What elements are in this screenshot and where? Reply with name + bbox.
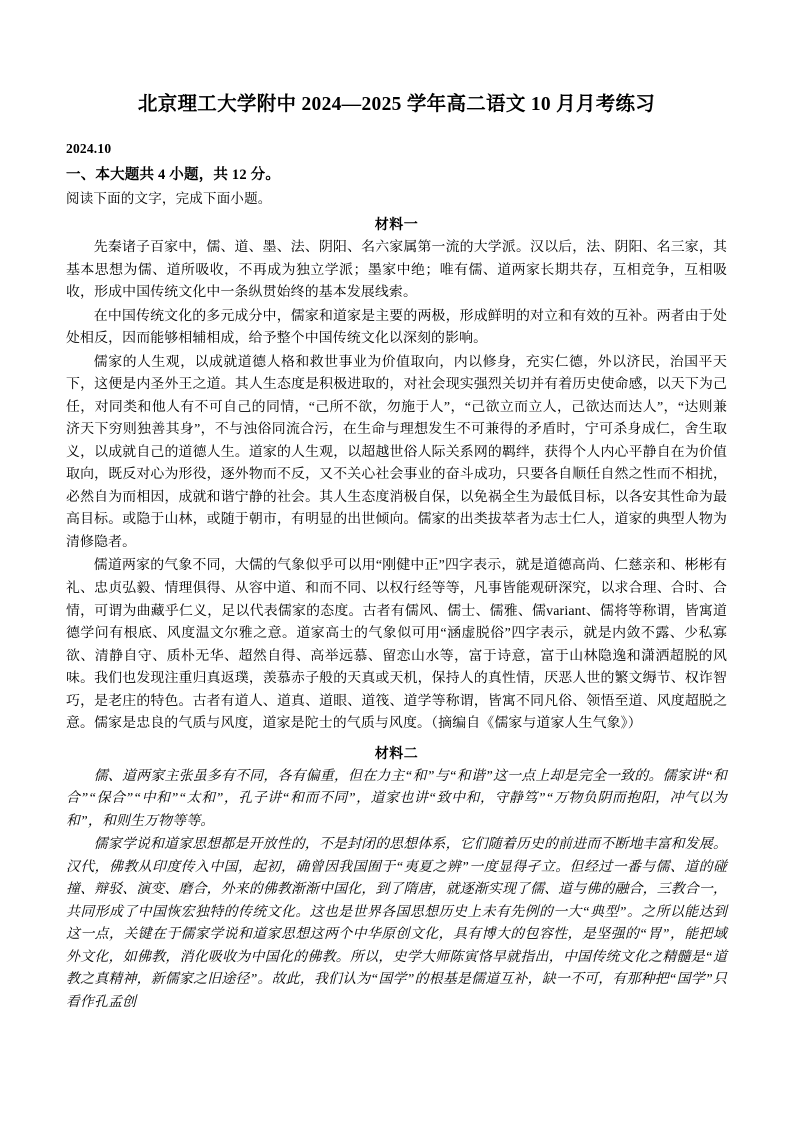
exam-date: 2024.10 <box>66 141 112 157</box>
paragraph: 儒家的人生观，以成就道德人格和救世事业为价值取向，内以修身，充实仁德，外以济民，治国平天下，这便是内圣外王之道。其人生态度是积极进取的，对社会现实强烈关切并有着历史使命感，以天下为己任，对同类和他人有不可自己的同情，“己所不欲，勿施于人”，“己欲立而立人，己欲达而达人”，“达则兼济天下穷则独善其身”，不与浊俗同流合污，在生命与理想发生不可兼得的矛盾时，宁可杀身成仁，舍生取义，以成就自己的道德人生。道家的人生观，以超越世俗人际关系网的羁绊，获得个人内心平静自在为价值取向，既反对心为形役，逐外物而不反，又不关心社会事业的奋斗成功，只要各自顺任自然之性而不相扰，必然自为而相因，成就和谐宁静的社会。其人生态度消极自保，以免祸全生为最低目标，以各安其性命为最高目标。或隐于山林，或随于朝市，有明显的出世倾向。儒家的出类拔萃者为志士仁人，道家的典型人物为清修隐者。 <box>66 354 727 550</box>
material-one-label: 材料一 <box>374 218 419 234</box>
reading-instruction: 阅读下面的文字，完成下面小题。 <box>66 191 272 207</box>
page-title: 北京理工大学附中 2024—2025 学年高二语文 10 月月考练习 <box>137 94 656 115</box>
paragraph: 儒道两家的气象不同，大儒的气象似乎可以用“刚健中正”四字表示，就是道德高尚、仁慈亲和、彬彬有礼、忠贞弘毅、情理俱得、从容中道、和而不同、以权行经等等，凡事皆能观研深究，以求合理、合时、合情，可谓为曲藏乎仁义，足以代表儒家的态度。古者有儒风、儒士、儒雅、儒variant、儒将等称谓，皆寓道德学问有根底、风度温文尔雅之意。道家高士的气象似可用“涵虚脱俗”四字表示，就是内敛不露、少私寡欲、清静自守、质朴无华、超然自得、高举远慕、留恋山水等，富于诗意，富于山林隐逸和潇洒超脱的风味。我们也发现注重归真返璞，羡慕赤子般的天真或天机，保持人的真性情，厌恶人世的繁文缛节、权诈智巧，是老庄的特色。古者有道人、道真、道眼、道筏、道学等称谓，皆寓不同凡俗、领悟至道、风度超脱之意。儒家是忠良的气质与风度，道家是陀士的气质与风度。（摘编自《儒家与道家人生气象》） <box>66 558 727 732</box>
paragraph: 儒、道两家主张虽多有不同，各有偏重，但在力主“和”与“和谐”这一点上却是完全一致的。儒家讲“和合”“保合”“中和”“太和”，孔子讲“和而不同”，道家也讲“致中和，守静笃”“万物负阴而抱阳，冲气以为和”，和则生万物等等。 <box>66 768 727 829</box>
material-two-label: 材料二 <box>374 746 419 762</box>
paragraph: 在中国传统文化的多元成分中，儒家和道家是主要的两极，形成鲜明的对立和有效的互补。两者由于处处相反，因而能够相辅相成，给予整个中国传统文化以深刻的影响。 <box>66 308 727 347</box>
paragraph: 先秦诸子百家中，儒、道、墨、法、阴阳、名六家属第一流的大学派。汉以后，法、阴阳、名三家，其基本思想为儒、道所吸收，不再成为独立学派；墨家中绝；唯有儒、道两家长期共存，互相竞争，互相吸收，形成中国传统文化中一条纵贯始终的基本发展线索。 <box>66 240 727 301</box>
paragraph: 儒家学说和道家思想都是开放性的，不是封闭的思想体系，它们随着历史的前进而不断地丰富和发展。汉代，佛教从印度传入中国，起初，确曾因我国囿于“夷夏之辨”一度显得孑立。但经过一番与儒、道的碰撞、辩驳、演变、磨合，外来的佛教渐渐中国化，到了隋唐，就逐渐实现了儒、道与佛的融合，三教合一，共同形成了中国恢宏独特的传统文化。这也是世界各国思想历史上未有先例的一大“典型”。之所以能达到这一点，关键在于儒家学说和道家思想这两个中华原创文化，具有博大的包容性，是坚强的“胃”，能把域外文化，如佛教，消化吸收为中国化的佛教。所以，史学大师陈寅恪早就指出，中国传统文化之精髓是“道教之真精神，新儒家之旧途径”。故此，我们认为“国学”的根基是儒道互补，缺一不可，有那种把“国学”只看作孔孟创 <box>66 837 727 1010</box>
section-heading: 一、本大题共 4 小题，共 12 分。 <box>66 167 281 184</box>
